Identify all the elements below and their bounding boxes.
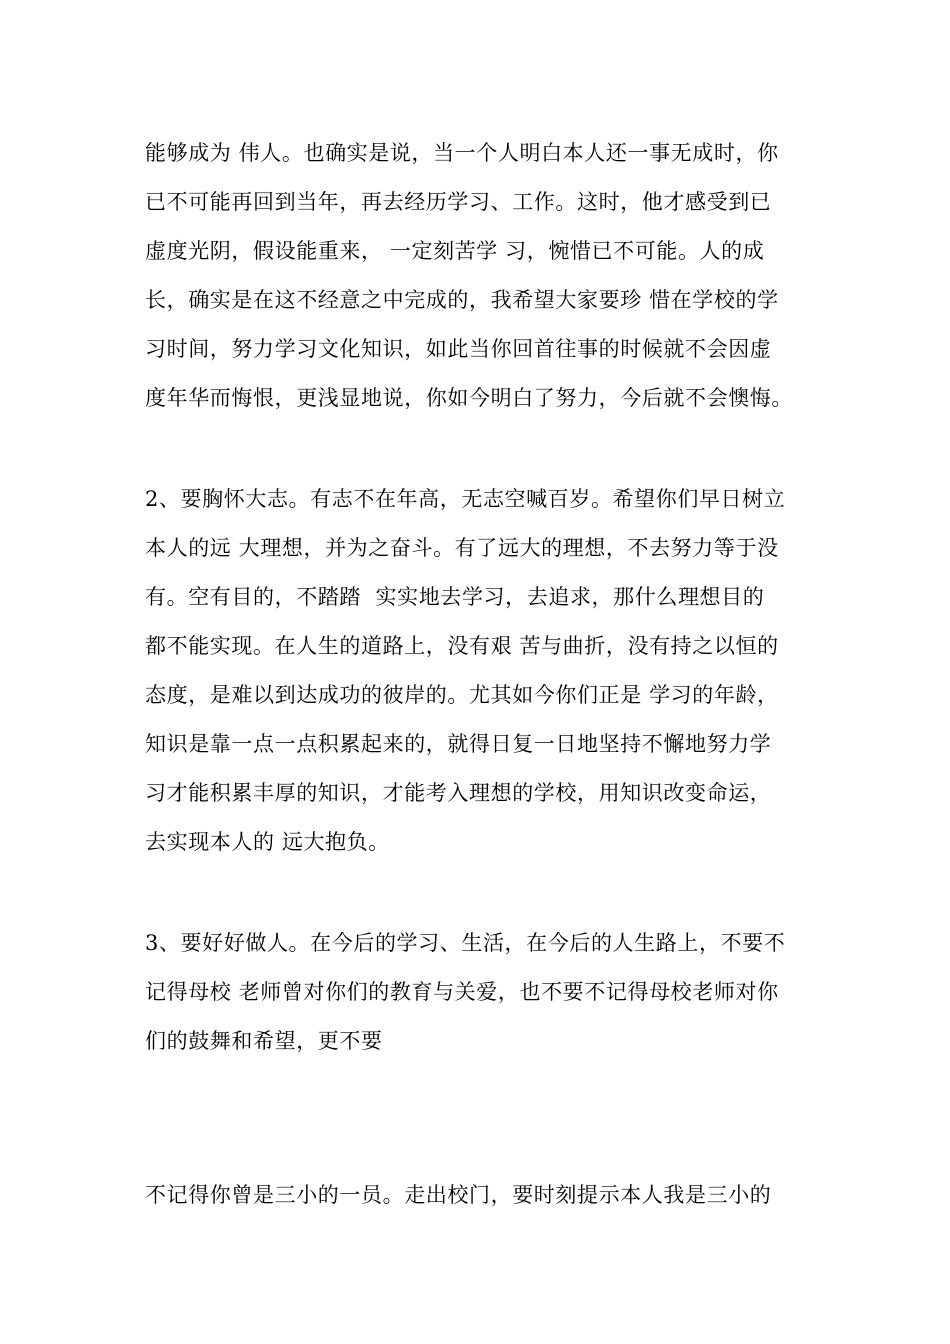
text-line: 态度，是难以到达成功的彼岸的。尤其如今你们正是 学习的年龄， bbox=[145, 683, 779, 707]
text-line: 3、要好好做人。在今后的学习、生活，在今后的人生路上，不要不 bbox=[145, 931, 786, 955]
text-line: 习才能积累丰厚的知识，才能考入理想的学校，用知识改变命运， bbox=[145, 781, 772, 805]
text-line: 本人的远 大理想，并为之奋斗。有了远大的理想，不去努力等于没 bbox=[145, 536, 779, 560]
text-line: 习时间，努力学习文化知识，如此当你回首往事的时候就不会因虚 bbox=[145, 337, 772, 361]
text-line: 虚度光阴，假设能重来， 一定刻苦学 习，惋惜已不可能。人的成 bbox=[145, 239, 765, 263]
text-line: 2、要胸怀大志。有志不在年高，无志空喊百岁。希望你们早日树立 bbox=[145, 487, 786, 511]
text-line: 已不可能再回到当年，再去经历学习、工作。这时，他才感受到已 bbox=[145, 190, 772, 214]
text-line: 去实现本人的 远大抱负。 bbox=[145, 830, 390, 854]
text-line: 有。空有目的，不踏踏 实实地去学习，去追求，那什么理想目的 bbox=[145, 585, 765, 609]
text-line: 们的鼓舞和希望，更不要 bbox=[145, 1029, 383, 1053]
text-line: 能够成为 伟人。也确实是说，当一个人明白本人还一事无成时，你 bbox=[145, 141, 779, 165]
text-line: 不记得你曾是三小的一员。走出校门，要时刻提示本人我是三小的 bbox=[145, 1183, 772, 1207]
text-line: 知识是靠一点一点积累起来的，就得日复一日地坚持不懈地努力学 bbox=[145, 732, 772, 756]
text-line: 都不能实现。在人生的道路上，没有艰 苦与曲折，没有持之以恒的 bbox=[145, 634, 779, 658]
text-line: 度年华而悔恨，更浅显地说，你如今明白了努力，今后就不会懊悔。 bbox=[145, 386, 793, 410]
text-line: 记得母校 老师曾对你们的教育与关爱，也不要不记得母校老师对你 bbox=[145, 980, 779, 1004]
text-line: 长，确实是在这不经意之中完成的，我希望大家要珍 惜在学校的学 bbox=[145, 288, 779, 312]
